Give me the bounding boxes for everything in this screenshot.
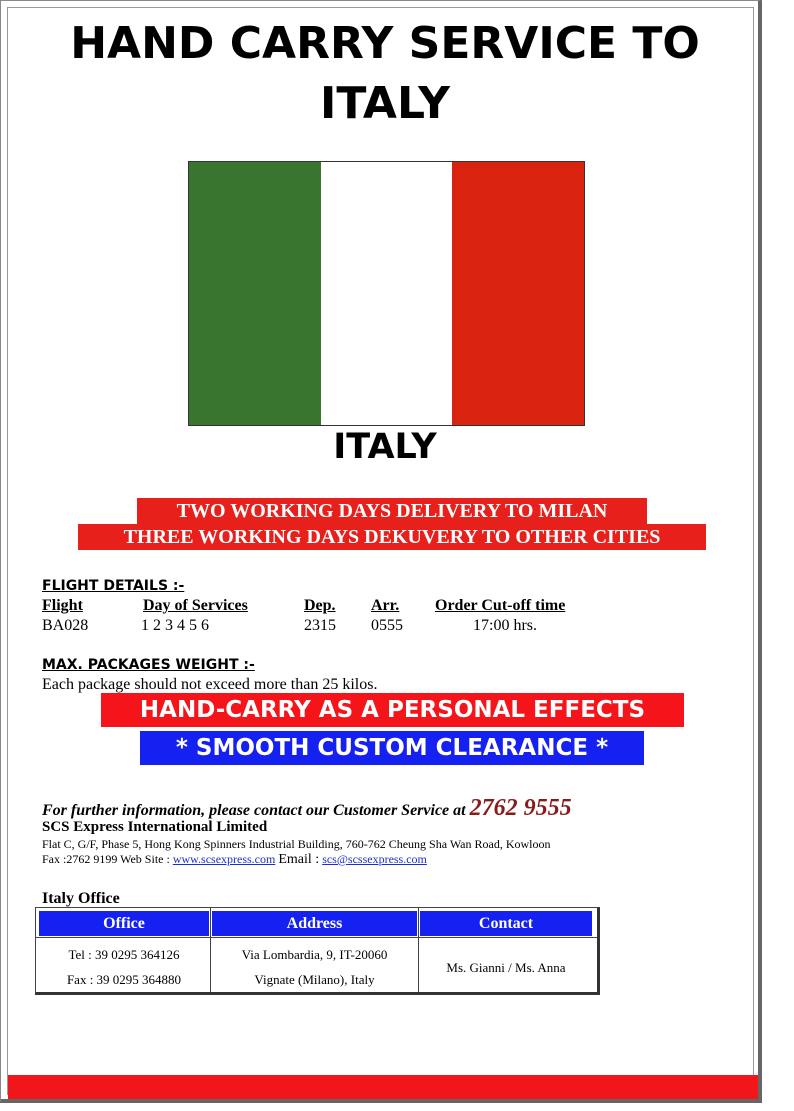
country-label: ITALY bbox=[333, 427, 437, 467]
departure-header: Dep. bbox=[304, 597, 336, 614]
page-title-line2: ITALY bbox=[319, 78, 451, 129]
arrival-header: Arr. bbox=[371, 597, 400, 614]
flight-details-heading: FLIGHT DETAILS :- bbox=[42, 578, 185, 594]
table-col-divider-2 bbox=[418, 908, 419, 992]
flag-stripe-green bbox=[189, 162, 321, 425]
italy-flag bbox=[188, 161, 585, 426]
office-contact-names: Ms. Gianni / Ms. Anna bbox=[446, 960, 566, 975]
table-header-divider bbox=[36, 937, 597, 938]
office-tel: Tel : 39 0295 364126 bbox=[68, 947, 180, 962]
italy-office-title: Italy Office bbox=[42, 890, 120, 907]
company-name: SCS Express International Limited bbox=[42, 819, 268, 835]
office-address-line1: Via Lombardia, 9, IT-20060 bbox=[241, 947, 388, 962]
personal-effects-banner: HAND-CARRY AS A PERSONAL EFFECTS bbox=[101, 693, 684, 727]
office-col-header: Office bbox=[39, 911, 209, 936]
email-label: Email : bbox=[278, 852, 320, 867]
office-address-line2: Vignate (Milano), Italy bbox=[254, 972, 375, 987]
office-fax: Fax : 39 0295 364880 bbox=[66, 972, 182, 987]
max-weight-heading: MAX. PACKAGES WEIGHT :- bbox=[42, 657, 255, 673]
company-address: Flat C, G/F, Phase 5, Hong Kong Spinners Industrial Building, 760-762 Cheung Sha Wan Road, Kowloon bbox=[42, 837, 551, 851]
delivery-line-other-cities: THREE WORKING DAYS DEKUVERY TO OTHER CITIES bbox=[78, 524, 706, 550]
departure-time: 2315 bbox=[304, 617, 336, 634]
office-table bbox=[35, 907, 600, 995]
website-link[interactable]: www.scsexpress.com bbox=[172, 852, 276, 866]
page-title-line1: HAND CARRY SERVICE TO bbox=[70, 18, 700, 69]
arrival-time: 0555 bbox=[371, 617, 403, 634]
table-col-divider-1 bbox=[210, 908, 211, 992]
flag-stripe-white bbox=[321, 162, 453, 425]
footer-red-bar bbox=[8, 1075, 758, 1099]
contact-prefix: For further information, please contact our Customer Service at bbox=[42, 802, 466, 819]
flight-header: Flight bbox=[42, 597, 83, 614]
cutoff-header: Order Cut-off time bbox=[435, 597, 566, 614]
contact-line bbox=[42, 795, 572, 822]
fax-web-email-line bbox=[42, 852, 427, 868]
customer-service-phone: 2762 9555 bbox=[469, 795, 572, 821]
address-col-header: Address bbox=[212, 911, 417, 936]
days-of-service: 1 2 3 4 5 6 bbox=[141, 617, 209, 634]
flag-stripe-red bbox=[452, 162, 584, 425]
custom-clearance-banner: * SMOOTH CUSTOM CLEARANCE * bbox=[140, 731, 644, 765]
delivery-line-milan: TWO WORKING DAYS DELIVERY TO MILAN bbox=[137, 498, 647, 524]
flight-number: BA028 bbox=[42, 617, 89, 634]
days-header: Day of Services bbox=[143, 597, 248, 614]
contact-col-header: Contact bbox=[420, 911, 592, 936]
fax-web-label: Fax :2762 9199 Web Site : bbox=[42, 852, 170, 866]
email-link[interactable]: scs@scssexpress.com bbox=[322, 852, 427, 866]
max-weight-text: Each package should not exceed more than 25 kilos. bbox=[42, 676, 378, 693]
cutoff-time: 17:00 hrs. bbox=[473, 617, 537, 634]
